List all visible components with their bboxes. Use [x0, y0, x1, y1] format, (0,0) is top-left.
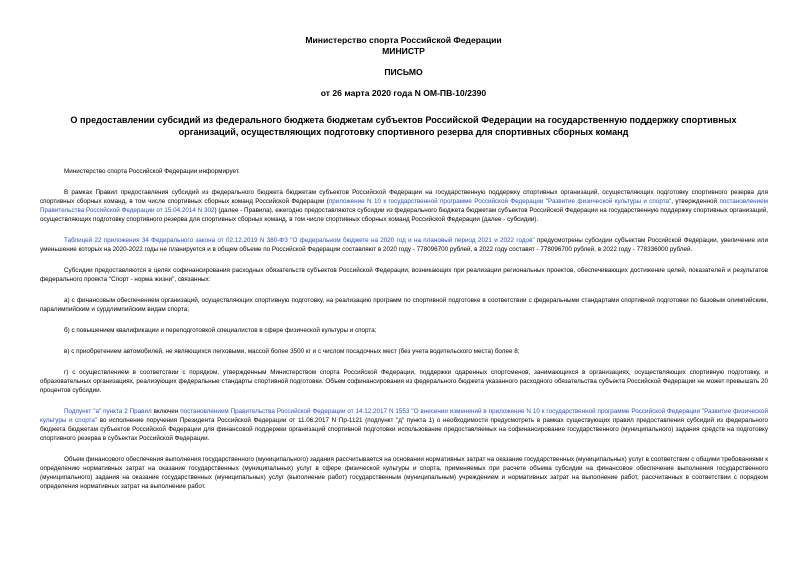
link-federal-law-380[interactable]: Таблицей 22 приложения 34 Федерального закона от 02.12.2019 N 380-ФЗ "О федеральном бюджете на 2020 год и на плановый период 2021 и 2022 годов" — [64, 237, 535, 244]
document-body — [40, 167, 768, 503]
ministry-name: Министерство спорта Российской Федерации — [305, 35, 502, 45]
paragraph-intro: Министерство спорта Российской Федерации информирует. — [64, 168, 240, 175]
document-date-number: от 26 марта 2020 года N ОМ-ПВ-10/2390 — [320, 88, 487, 98]
paragraph-text: предусмотрены субсидии субъектам Российской Федерации, увеличение или уменьшение которых на 2020-2022 годы не планируется и в общем объеме по Российской Федерации составляют в 2020 году - 778096700 рублей, в 2022 году составят - 778096700 рублей, в 2022 году - 778336000 рублей. — [40, 237, 768, 253]
paragraph-item-b: б) с повышением квалификации и переподготовкой специалистов в сфере физической культуры и спорта; — [64, 327, 377, 334]
paragraph-text: включен — [151, 408, 181, 415]
position-title: МИНИСТР — [382, 46, 425, 56]
link-government-decree-302[interactable]: постановлением Правительства Российской Федерации от 15.04.2014 N 302 — [40, 198, 768, 214]
paragraph-budget — [40, 236, 768, 254]
paragraph-text: , утвержденной — [671, 198, 720, 205]
paragraph-financing-volume: Объем финансового обеспечения выполнения государственного (муниципального) задания рассчитывается на основании нормативных затрат на оказание государственных (муниципальных) услуг в соответствии с общими требованиями к определению нормативных затрат на оказание государственных (муниципальных) услуг в сфере физической культуры и спорта, применяемых при расчете объема субсидии на финансовое обеспечение выполнения государственного (муниципального) задания на оказание государственных (муниципальных) услуг (выполнение работ) государственным (муниципальным) учреждением и нормативных затрат на выполнение работ, рассчитанных в соответствии с порядком определения нормативных затрат на выполнение работ. — [40, 456, 768, 490]
paragraph-rules — [40, 188, 768, 224]
link-subpoint-a[interactable]: Подпункт "а" пункта 2 Правил — [64, 408, 152, 415]
link-government-decree-1553[interactable]: постановлением Правительства Российской Федерации от 14.12.2017 N 1553 "О внесении изменений в приложение N 10 к государственной программе Российской Федерации "Развитие физической культуры и спорта" — [40, 408, 768, 424]
paragraph-purposes: Субсидии предоставляются в целях софинансирования расходных обязательств субъектов Российской Федерации, возникающих при реализации региональных проектов, обеспечивающих достижение целей, показателей и результатов федерального проекта "Спорт - норма жизни", связанных: — [40, 267, 768, 283]
document-type: ПИСЬМО — [384, 67, 423, 77]
document-title: О предоставлении субсидий из федерального бюджета бюджетам субъектов Российской Федерации на государственную поддержку спортивных организаций, осуществляющих подготовку спортивного резерва для спортивных сборных команд — [70, 115, 737, 137]
paragraph-text: В рамках Правил предоставления субсидий из федерального бюджета бюджетам субъектов Российской Федерации на государственную поддержку спортивных организаций, осуществляющих подготовку спортивного резерва для спортивных сборных команд, в том числе спортивных сборных команд Российской Федерации ( — [40, 189, 768, 205]
paragraph-subpoint — [40, 407, 768, 443]
paragraph-item-d: г) с осуществлением в соответствии с порядком, утвержденным Министерством спорта Российской Федерации, поддержки одаренных спортсменов, занимающихся в организациях, осуществляющих спортивную подготовку, и образовательных организациях, реализующих федеральные стандарты спортивной подготовки. Объем софинансирования из федерального бюджета указанного расходного обязательства субъекта Российской Федерации не может превышать 20 процентов субсидии. — [40, 369, 768, 394]
paragraph-item-a: а) с финансовым обеспечением организаций, осуществляющих спортивную подготовку, на реализацию программ по спортивной подготовке в соответствии с федеральными стандартами спортивной подготовки по базовым олимпийским, паралимпийским и сурдлимпийским видам спорта; — [40, 297, 768, 313]
paragraph-item-c: в) с приобретением автомобилей, не являющихся легковыми, массой более 3500 кг и с числом посадочных мест (без учета водительского места) более 8; — [64, 348, 520, 355]
link-program-appendix[interactable]: приложение N 10 к государственной программе Российской Федерации "Развитие физической культуры и спорта" — [328, 198, 672, 205]
paragraph-text: ) (далее - Правила), ежегодно предоставляются субсидии из федерального бюджета бюджетам субъектов Российской Федерации на государственную поддержку спортивных организаций, осуществляющих подготовку спортивного резерва для спортивных сборных команд, в том числе спортивных сборных команд Российской Федерации (далее - субсидии). — [40, 207, 768, 223]
paragraph-text: во исполнение поручения Президента Российской Федерации от 11.06.2017 N Пр-1121 (подпункт "д" пункта 1) о необходимости предусмотреть в рамках существующих правил предоставления субсидий из федерального бюджета бюджетам субъектов Российской Федерации для финансовой поддержки организаций спортивной подготовки использование предоставляемых на софинансирование государственного (муниципального) задания средств на подготовку спортивного резерва в субъектах Российской Федерации. — [40, 417, 768, 442]
